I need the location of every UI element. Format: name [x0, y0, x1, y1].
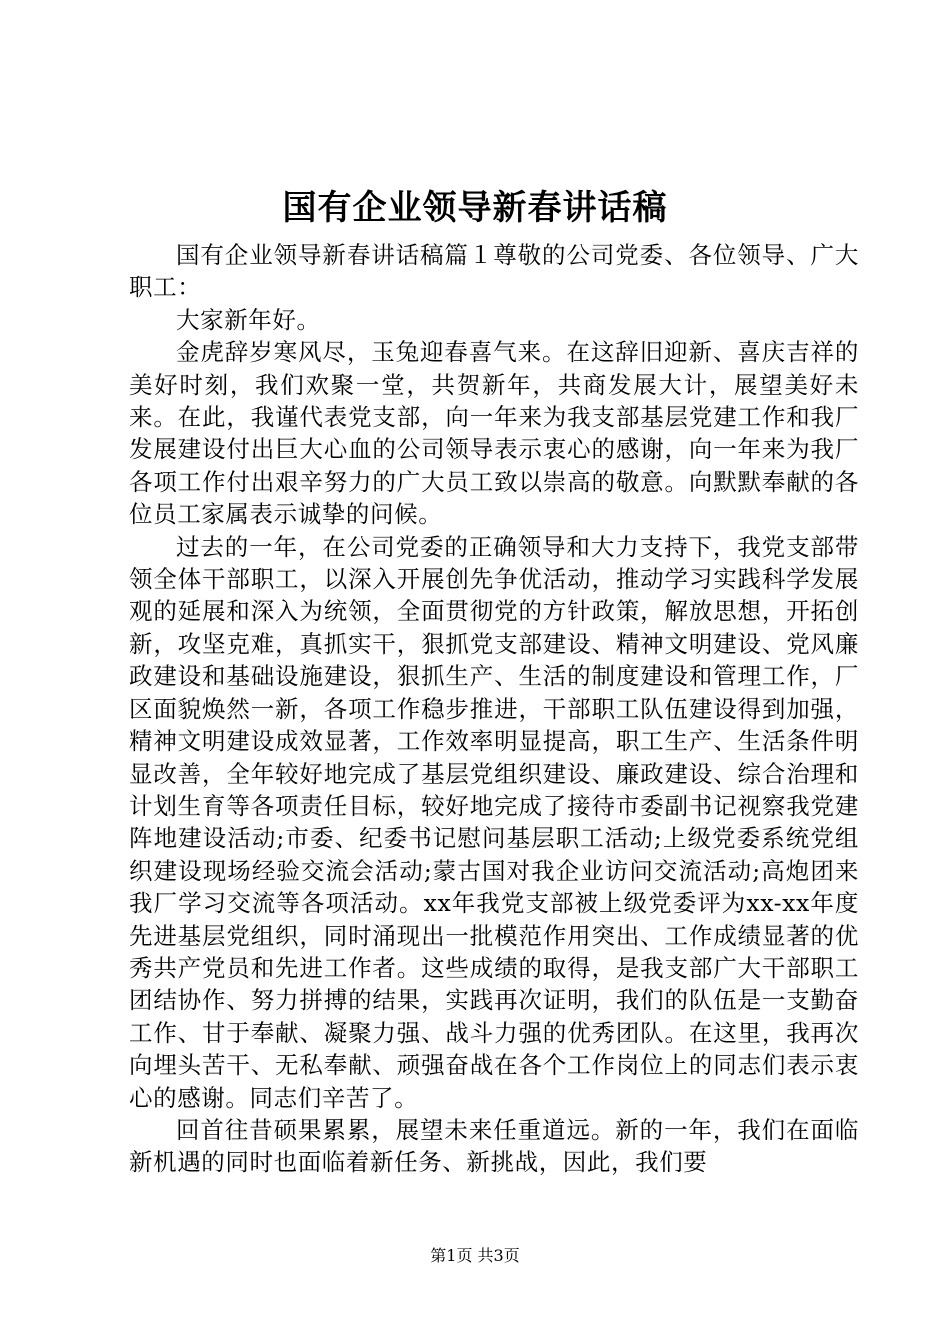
- paragraph-future-outlook: 回首往昔硕果累累，展望未来任重道远。新的一年，我们在面临新机遇的同时也面临着新任务、新挑战，因此，我们要: [129, 1115, 859, 1177]
- document-body: [129, 239, 859, 1179]
- page-footer: 第1页 共3页: [430, 1246, 520, 1265]
- document-title: 国有企业领导新春讲话稿: [282, 188, 668, 228]
- paragraph-past-year-review: 过去的一年，在公司党委的正确领导和大力支持下，我党支部带领全体干部职工，以深入开展创先争优活动，推动学习实践科学发展观的延展和深入为统领，全面贯彻党的方针政策，解放思想，开拓创新，攻坚克难，真抓实干，狠抓党支部建设、精神文明建设、党风廉政建设和基础设施建设，狠抓生产、生活的制度建设和管理工作，厂区面貌焕然一新，各项工作稳步推进，干部职工队伍建设得到加强，精神文明建设成效显著，工作效率明显提高，职工生产、生活条件明显改善，全年较好地完成了基层党组织建设、廉政建设、综合治理和计划生育等各项责任目标，较好地完成了接待市委副书记视察我党建阵地建设活动;市委、纪委书记慰问基层职工活动;上级党委系统党组织建设现场经验交流会活动;蒙古国对我企业访问交流活动;高炮团来我厂学习交流等各项活动。xx年我党支部被上级党委评为xx-xx年度先进基层党组织，同时涌现出一批模范作用突出、工作成绩显著的优秀共产党员和先进工作者。这些成绩的取得，是我支部广大干部职工团结协作、努力拼搏的结果，实践再次证明，我们的队伍是一支勤奋工作、甘于奉献、凝聚力强、战斗力强的优秀团队。在这里，我再次向埋头苦干、无私奉献、顽强奋战在各个工作岗位上的同志们表示衷心的感谢。同志们辛苦了。: [129, 532, 859, 1112]
- paragraph-new-year-thanks: 金虎辞岁寒风尽，玉兔迎春喜气来。在这辞旧迎新、喜庆吉祥的美好时刻，我们欢聚一堂，共贺新年，共商发展大计，展望美好未来。在此，我谨代表党支部，向一年来为我支部基层党建工作和我厂发展建设付出巨大心血的公司领导表示衷心的感谢，向一年来为我厂各项工作付出艰辛努力的广大员工致以崇高的敬意。向默默奉献的各位员工家属表示诚挚的问候。: [129, 338, 859, 529]
- paragraph-salutation: 国有企业领导新春讲话稿篇１尊敬的公司党委、各位领导、广大职工：: [129, 241, 859, 302]
- paragraph-greeting: 大家新年好。: [176, 305, 321, 334]
